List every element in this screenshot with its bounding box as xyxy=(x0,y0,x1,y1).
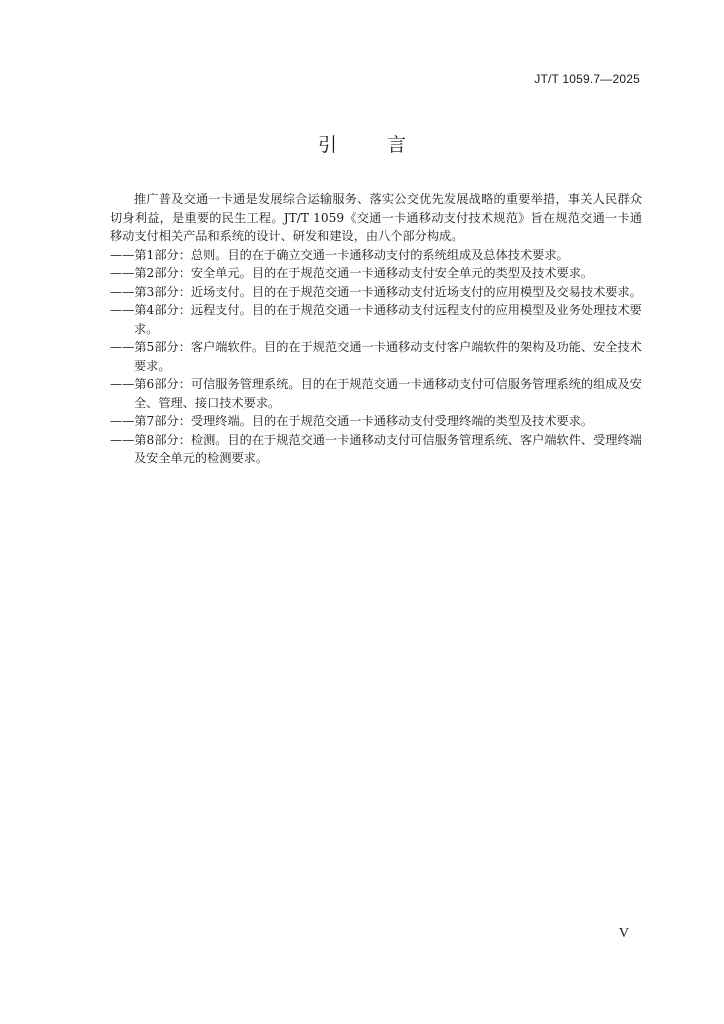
page-title xyxy=(0,130,724,157)
list-item-part-1: ——第1部分：总则。目的在于确立交通一卡通移动支付的系统组成及总体技术要求。 xyxy=(110,247,569,262)
list-item-part-7: ——第7部分：受理终端。目的在于规范交通一卡通移动支付受理终端的类型及技术要求。 xyxy=(110,414,594,428)
title-char-1: 引 xyxy=(317,134,337,156)
list-item-part-3: ——第3部分：近场支付。目的在于规范交通一卡通移动支付近场支付的应用模型及交易技术要求。 xyxy=(110,284,642,299)
list-item-part-8: ——第8部分：检测。目的在于规范交通一卡通移动支付可信服务管理系统、客户端软件、受理终端及安全单元的检测要求。 xyxy=(110,432,642,465)
list-item-part-6: ——第6部分：可信服务管理系统。目的在于规范交通一卡通移动支付可信服务管理系统的组成及安全、管理、接口技术要求。 xyxy=(110,377,642,410)
intro-paragraph: 推广普及交通一卡通是发展综合运输服务、落实公交优先发展战略的重要举措，事关人民群众切身利益，是重要的民生工程。JT/T 1059《交通一卡通移动支付技术规范》旨在规范交通一卡通移动支付相关产品和系统的设计、研发和建设，由八个部分构成。 xyxy=(110,192,642,243)
list-item-part-2: ——第2部分：安全单元。目的在于规范交通一卡通移动支付安全单元的类型及技术要求。 xyxy=(110,266,594,280)
title-char-2: 言 xyxy=(387,134,407,156)
page-number: V xyxy=(618,926,629,941)
document-body xyxy=(110,190,642,468)
list-item-part-5: ——第5部分：客户端软件。目的在于规范交通一卡通移动支付客户端软件的架构及功能、安全技术要求。 xyxy=(110,340,642,373)
list-item-part-4: ——第4部分：远程支付。目的在于规范交通一卡通移动支付远程支付的应用模型及业务处理技术要求。 xyxy=(110,303,642,336)
document-code: JT/T 1059.7—2025 xyxy=(534,72,640,86)
parts-list xyxy=(110,246,642,468)
